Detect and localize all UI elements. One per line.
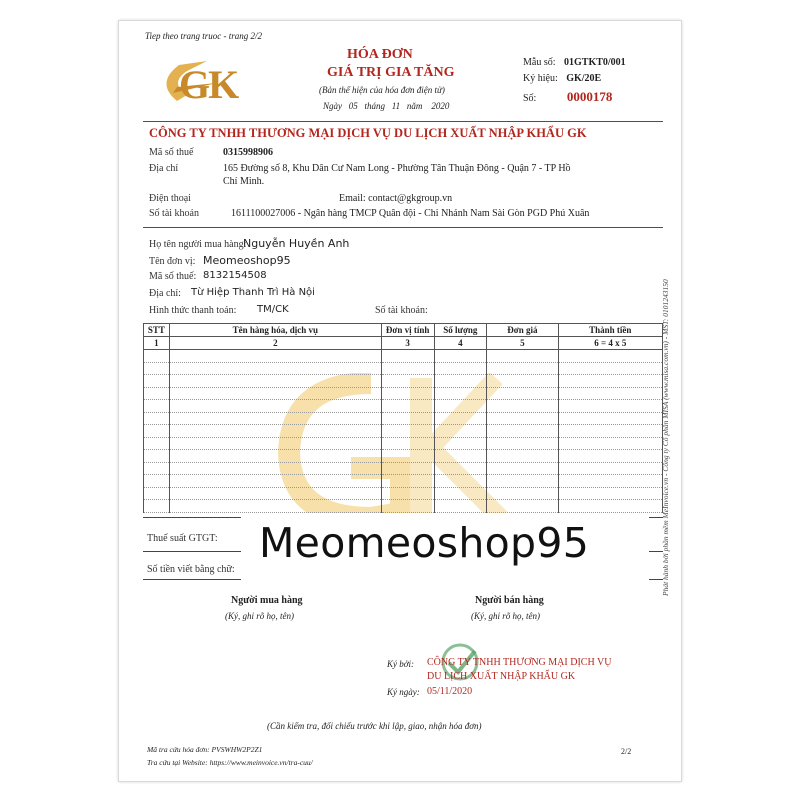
table-cell	[434, 375, 487, 388]
table-cell	[169, 387, 381, 400]
table-cell	[144, 437, 170, 450]
table-cell	[144, 425, 170, 438]
table-cell	[558, 387, 662, 400]
seller-phone-label: Điện thoại	[149, 193, 191, 204]
seller-address-line1: 165 Đường số 8, Khu Dân Cư Nam Long - Phường Tân Thuận Đông - Quận 7 - TP Hồ	[223, 163, 571, 174]
lookup-site: Tra cứu tại Website: https://www.meinvoice.vn/tra-cuu/	[147, 758, 313, 767]
table-cell	[434, 362, 487, 375]
page-number: 2/2	[621, 747, 632, 756]
table-cell	[144, 362, 170, 375]
shop-name-overlay	[241, 513, 649, 593]
seller-tax-label: Mã số thuế	[149, 147, 194, 158]
title-line2: GIÁ TRỊ GIA TĂNG	[327, 65, 455, 80]
seller-tax-value: 0315998906	[223, 147, 273, 158]
table-cell	[381, 437, 434, 450]
table-cell	[169, 462, 381, 475]
table-cell	[144, 462, 170, 475]
table-cell	[381, 350, 434, 363]
subtitle: (Bản thể hiện của hóa đơn điện tử)	[319, 85, 445, 95]
lookup-code: Mã tra cứu hóa đơn: PVSWHW2P2Z1	[147, 745, 263, 754]
signed-by-line1: CÔNG TY TNHH THƯƠNG MẠI DỊCH VỤ	[427, 657, 612, 668]
table-cell	[487, 487, 558, 500]
buyer-tax-label: Mã số thuế:	[149, 271, 197, 282]
table-cell	[169, 350, 381, 363]
table-cell	[434, 500, 487, 513]
table-cell	[144, 350, 170, 363]
table-cell	[558, 487, 662, 500]
buyer-payment-value: TM/CK	[257, 304, 289, 315]
table-cell	[487, 400, 558, 413]
table-cell	[487, 362, 558, 375]
table-cell	[381, 500, 434, 513]
buyer-address-label: Địa chỉ:	[149, 288, 181, 299]
index-cell: 4	[434, 337, 487, 350]
index-cell: 2	[169, 337, 381, 350]
table-cell	[558, 450, 662, 463]
table-row	[144, 500, 663, 513]
buyer-unit-label: Tên đơn vị:	[149, 256, 196, 267]
signed-by-label: Ký bởi:	[387, 659, 415, 669]
table-cell	[558, 437, 662, 450]
buyer-name-value: Nguyễn Huyền Anh	[243, 237, 350, 250]
table-row	[144, 425, 663, 438]
symbol: Ký hiệu: GK/20E	[523, 73, 602, 84]
seller-email: Email: contact@gkgroup.vn	[339, 193, 453, 204]
table-row	[144, 350, 663, 363]
seller-signature-title: Người bán hàng	[475, 595, 544, 606]
index-cell: 1	[144, 337, 170, 350]
header-cell: Số lượng	[434, 324, 487, 337]
signed-date-value: 05/11/2020	[427, 686, 473, 697]
buyer-account-label: Số tài khoản:	[375, 305, 428, 316]
seller-address-line2: Chí Minh.	[223, 176, 265, 187]
buyer-address-value: Từ Hiệp Thanh Trì Hà Nội	[191, 287, 315, 298]
table-cell	[169, 425, 381, 438]
table-cell	[487, 475, 558, 488]
table-cell	[144, 412, 170, 425]
table-cell	[169, 475, 381, 488]
index-cell: 5	[487, 337, 558, 350]
table-cell	[487, 350, 558, 363]
table-cell	[381, 487, 434, 500]
table-cell	[169, 400, 381, 413]
table-cell	[487, 375, 558, 388]
header-cell: Đơn giá	[487, 324, 558, 337]
table-cell	[487, 500, 558, 513]
table-row	[144, 412, 663, 425]
index-cell: 6 = 4 x 5	[558, 337, 662, 350]
seller-company: CÔNG TY TNHH THƯƠNG MẠI DỊCH VỤ DU LỊCH XUẤT NHẬP KHẨU GK	[149, 126, 587, 140]
table-cell	[144, 375, 170, 388]
header-cell: Tên hàng hóa, dịch vụ	[169, 324, 381, 337]
table-cell	[169, 500, 381, 513]
items-table	[143, 323, 663, 513]
table-cell	[144, 487, 170, 500]
form-number: Mẫu số: 01GTKT0/001	[523, 57, 626, 68]
buyer-tax-value: 8132154508	[203, 270, 267, 281]
table-cell	[144, 400, 170, 413]
table-cell	[434, 387, 487, 400]
table-cell	[558, 412, 662, 425]
table-cell	[381, 462, 434, 475]
table-cell	[487, 387, 558, 400]
table-cell	[558, 375, 662, 388]
seller-account-value: 1611100027006 - Ngân hàng TMCP Quân đội - Chi Nhánh Nam Sài Gòn PGD Phú Xuân	[231, 208, 590, 219]
table-row	[144, 437, 663, 450]
table-row	[144, 450, 663, 463]
table-cell	[558, 362, 662, 375]
table-cell	[169, 450, 381, 463]
table-cell	[169, 362, 381, 375]
table-cell	[434, 400, 487, 413]
table-cell	[381, 400, 434, 413]
side-note: Phát hành bởi phần mềm MeInvoice.vn - Công ty Cổ phần MISA (www.misa.com.vn) - MST: 0101243150	[661, 279, 670, 596]
index-cell: 3	[381, 337, 434, 350]
signed-by-line2: DU LỊCH XUẤT NHẬP KHẨU GK	[427, 671, 576, 682]
table-cell	[169, 437, 381, 450]
vat-rate-label: Thuế suất GTGT:	[147, 533, 218, 544]
table-cell	[434, 412, 487, 425]
table-cell	[144, 475, 170, 488]
table-cell	[434, 462, 487, 475]
gk-logo	[147, 53, 267, 113]
table-cell	[381, 412, 434, 425]
table-header-row	[144, 324, 663, 337]
table-cell	[381, 362, 434, 375]
invoice-date: Ngày 05 tháng 11 năm 2020	[323, 101, 450, 111]
table-cell	[381, 375, 434, 388]
seller-signature-note: (Ký, ghi rõ họ, tên)	[471, 611, 540, 621]
header-cell: Đơn vị tính	[381, 324, 434, 337]
seller-address-label: Địa chỉ	[149, 163, 179, 174]
table-cell	[487, 412, 558, 425]
buyer-signature-note: (Ký, ghi rõ họ, tên)	[225, 611, 294, 621]
check-note: (Cần kiểm tra, đối chiếu trước khi lập, giao, nhận hóa đơn)	[267, 721, 482, 731]
table-row	[144, 375, 663, 388]
amount-in-words-label: Số tiền viết bằng chữ:	[147, 564, 235, 575]
table-cell	[434, 475, 487, 488]
table-cell	[381, 425, 434, 438]
buyer-payment-label: Hình thức thanh toán:	[149, 305, 237, 316]
table-cell	[434, 487, 487, 500]
table-cell	[558, 400, 662, 413]
table-cell	[381, 475, 434, 488]
logo-text: GK	[179, 62, 238, 107]
table-cell	[381, 387, 434, 400]
table-cell	[558, 462, 662, 475]
buyer-signature-title: Người mua hàng	[231, 595, 303, 606]
table-cell	[434, 450, 487, 463]
table-cell	[144, 450, 170, 463]
table-cell	[144, 387, 170, 400]
table-row	[144, 387, 663, 400]
table-cell	[144, 500, 170, 513]
table-cell	[558, 500, 662, 513]
invoice-page	[118, 20, 682, 782]
table-cell	[169, 487, 381, 500]
table-cell	[558, 475, 662, 488]
table-row	[144, 400, 663, 413]
table-cell	[169, 375, 381, 388]
table-cell	[381, 450, 434, 463]
table-index-row	[144, 337, 663, 350]
continued-note: Tiep theo trang truoc - trang 2/2	[145, 31, 262, 41]
table-cell	[487, 425, 558, 438]
table-cell	[558, 350, 662, 363]
table-cell	[558, 425, 662, 438]
seller-account-label: Số tài khoản	[149, 208, 199, 219]
table-cell	[169, 412, 381, 425]
table-cell	[487, 450, 558, 463]
header-cell: Thành tiền	[558, 324, 662, 337]
invoice-number: Số: 0000178	[523, 89, 613, 104]
shop-name-overlay-text: Meomeoshop95	[259, 519, 590, 567]
table-cell	[434, 425, 487, 438]
table-cell	[487, 437, 558, 450]
table-cell	[434, 437, 487, 450]
table-row	[144, 462, 663, 475]
buyer-name-label: Họ tên người mua hàng:	[149, 239, 247, 250]
buyer-unit-value: Meomeoshop95	[203, 254, 291, 267]
title-line1: HÓA ĐƠN	[347, 47, 413, 62]
table-row	[144, 487, 663, 500]
table-row	[144, 475, 663, 488]
table-row	[144, 362, 663, 375]
signed-date-label: Ký ngày:	[387, 687, 420, 697]
header-cell: STT	[144, 324, 170, 337]
table-cell	[487, 462, 558, 475]
table-cell	[434, 350, 487, 363]
